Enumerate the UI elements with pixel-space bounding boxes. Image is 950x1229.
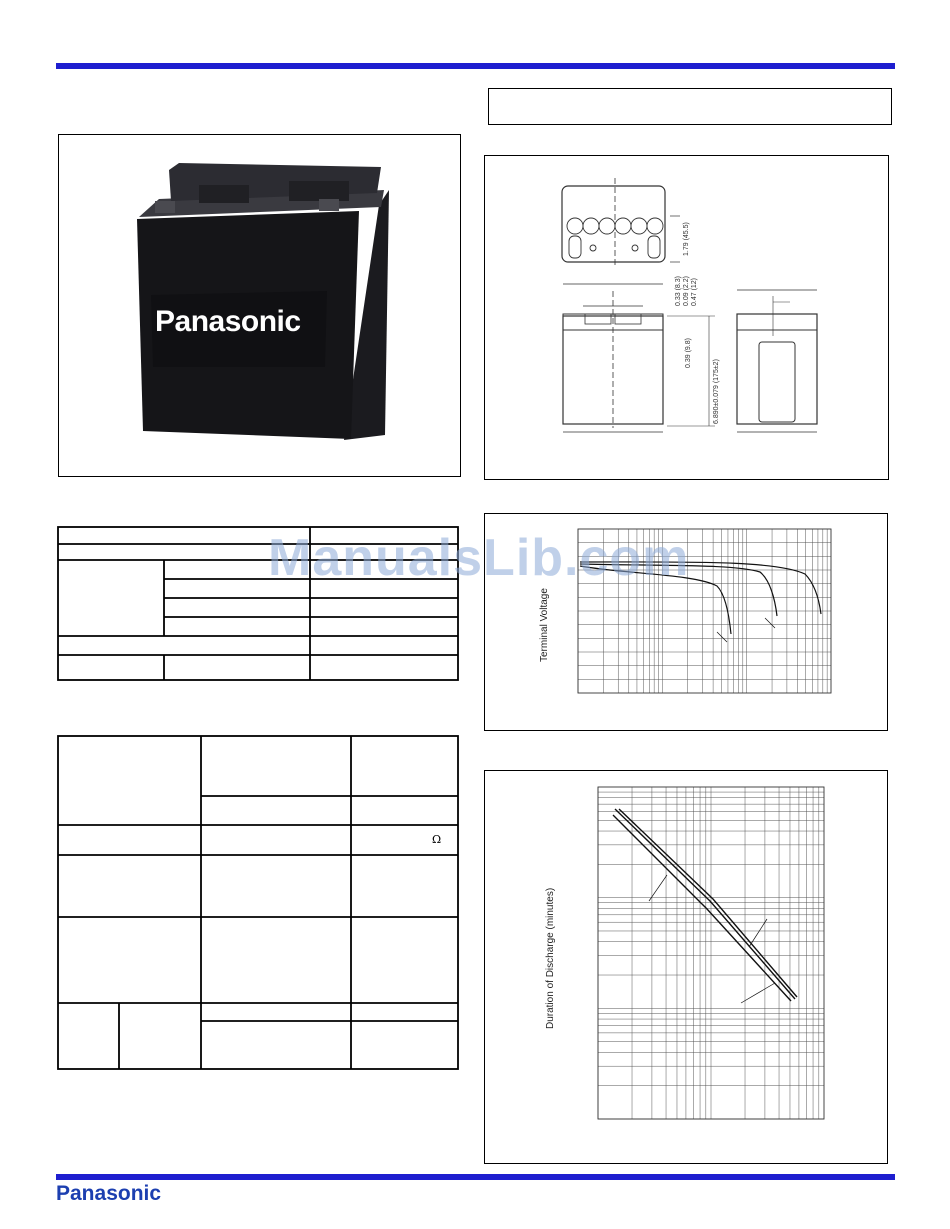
dim-label-6: 6.890±0.079 (175±2) <box>713 359 720 424</box>
watermark: ManualsLib.com <box>268 529 690 587</box>
model-title-box <box>488 88 892 125</box>
discharge-ylabel: Terminal Voltage <box>539 588 550 662</box>
duration-line-3 <box>613 815 791 1001</box>
spec-table-2 <box>57 735 459 1071</box>
duration-ylabel: Duration of Discharge (minutes) <box>545 887 556 1029</box>
dim-label-3: 0.09 (2.2) <box>683 276 690 306</box>
dimension-drawing <box>485 156 888 479</box>
header-bar <box>56 63 895 69</box>
duration-chart-frame <box>484 770 888 1164</box>
battery-photo-frame <box>58 134 461 477</box>
ohm-symbol: Ω <box>432 833 442 846</box>
dim-label-2: 0.33 (8.3) <box>675 276 682 306</box>
duration-line-2 <box>619 809 797 997</box>
dim-label-5: 0.39 (9.8) <box>685 338 692 368</box>
footer-bar <box>56 1174 895 1180</box>
duration-line-1 <box>615 809 795 999</box>
footer-logo: Panasonic <box>56 1182 162 1205</box>
dimensions-frame <box>484 155 889 480</box>
dim-label-1: 1.79 (45.5) <box>683 222 690 256</box>
dim-label-4: 0.47 (12) <box>691 277 698 306</box>
battery-brand-label: Panasonic <box>155 305 301 338</box>
